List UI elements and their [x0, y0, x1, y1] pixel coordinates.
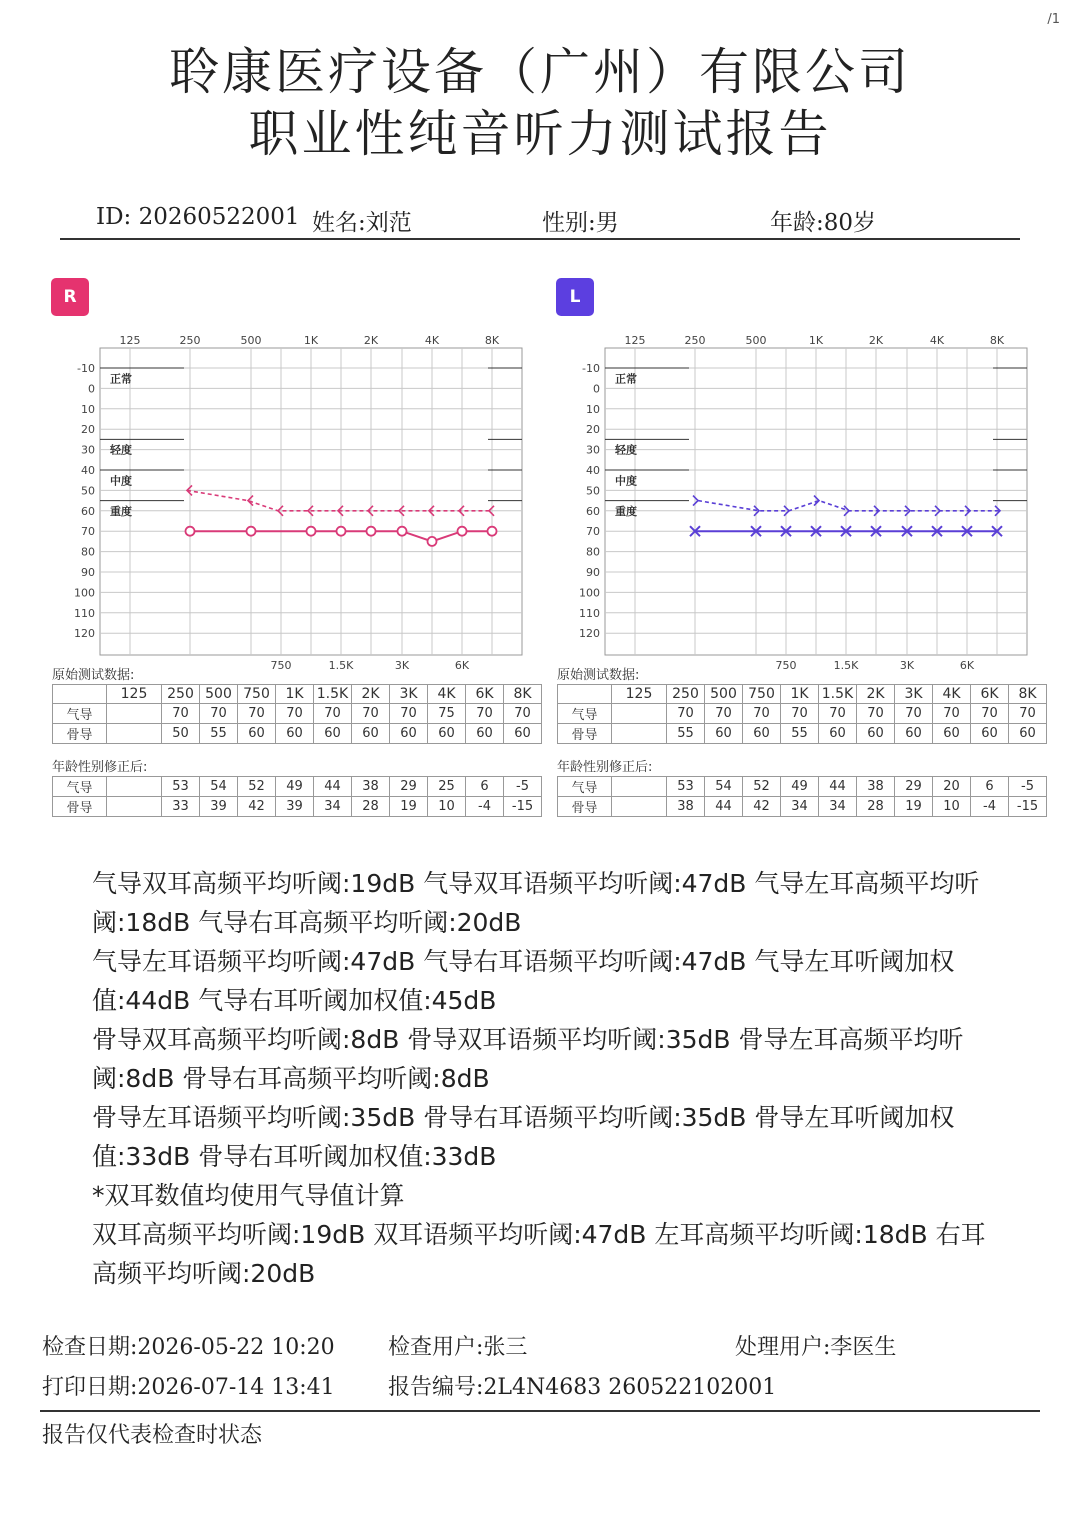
right-corrected-table [52, 776, 542, 817]
table-cell: 70 [276, 704, 314, 724]
db-tick-label: 90 [81, 566, 95, 579]
table-row [53, 797, 542, 817]
freq-tick-label: 500 [745, 334, 767, 347]
table-corner [558, 685, 612, 704]
page-number: /1 [1047, 12, 1060, 27]
table-cell: 19 [895, 797, 933, 817]
table-cell: -4 [971, 797, 1009, 817]
table-cell: 38 [352, 777, 390, 797]
table-header-row [53, 685, 542, 704]
table-header-cell: 250 [667, 685, 705, 704]
summary-line: *双耳数值均使用气导值计算 [92, 1181, 405, 1210]
company-title: 聆康医疗设备（广州）有限公司 [169, 43, 911, 101]
db-tick-label: 20 [586, 423, 600, 437]
table-cell: 70 [238, 704, 276, 724]
table-cell: 75 [428, 704, 466, 724]
summary-text [92, 864, 1002, 1302]
table-cell: 70 [895, 704, 933, 724]
table-row [558, 704, 1047, 724]
table-cell: -15 [504, 797, 542, 817]
row-label: 气导 [558, 777, 612, 797]
patient-info [96, 204, 1036, 238]
table-header-cell: 2K [857, 685, 895, 704]
freq-tick-label: 8K [484, 334, 500, 347]
patient-gender: 性别:男 [542, 210, 619, 236]
process-user: 处理用户:李医生 [735, 1335, 897, 1360]
freq-tick-label: 6K [454, 659, 470, 672]
table-cell: 44 [314, 777, 352, 797]
table-header-cell: 3K [895, 685, 933, 704]
table-header-cell: 4K [933, 685, 971, 704]
freq-tick-label: 1K [808, 334, 824, 347]
freq-tick-label: 2K [868, 334, 884, 347]
print-date: 打印日期:2026-07-14 13:41 [42, 1375, 335, 1400]
freq-tick-label: 1.5K [328, 659, 354, 672]
table-cell: 25 [428, 777, 466, 797]
freq-tick-label: 250 [179, 334, 201, 347]
table-cell: 49 [781, 777, 819, 797]
db-tick-label: 30 [586, 443, 600, 457]
freq-tick-label: 750 [775, 659, 797, 672]
table-header-cell: 8K [504, 685, 542, 704]
footer-note: 报告仅代表检查时状态 [42, 1423, 263, 1448]
table-row [558, 724, 1047, 744]
table-cell: 60 [933, 724, 971, 744]
db-tick-label: 100 [579, 586, 600, 600]
grade-label: 重度 [110, 504, 132, 518]
left-raw-table [557, 684, 1047, 744]
table-header-cell: 125 [107, 685, 162, 704]
table-cell: 28 [857, 797, 895, 817]
left-corrected-table [557, 776, 1047, 817]
db-tick-label: 40 [81, 464, 95, 477]
left-raw-label: 原始测试数据: [557, 668, 640, 683]
table-cell: 60 [238, 724, 276, 744]
table-row [53, 777, 542, 797]
patient-age: 年龄:80岁 [770, 210, 877, 236]
air-conduction-point [458, 527, 467, 536]
db-tick-label: 10 [586, 402, 600, 416]
freq-tick-label: 1.5K [833, 659, 859, 672]
db-tick-label: 80 [586, 545, 600, 559]
table-cell: 60 [743, 724, 781, 744]
summary-line: 气导双耳高频平均听阈:19dB 气导双耳语频平均听阈:47dB 气导左耳高频平均听阈:18dB 气导右耳高频平均听阈:20dB [92, 869, 980, 937]
table-cell: 52 [238, 777, 276, 797]
table-row [53, 704, 542, 724]
table-cell: 53 [162, 777, 200, 797]
check-date: 检查日期:2026-05-22 10:20 [42, 1335, 335, 1360]
table-cell: 55 [667, 724, 705, 744]
table-cell: 60 [857, 724, 895, 744]
freq-tick-label: 8K [989, 334, 1005, 347]
db-tick-label: 50 [586, 484, 600, 498]
db-tick-label: -10 [582, 362, 600, 375]
left-ear-audiogram [555, 330, 1035, 675]
right-corrected-label: 年龄性别修正后: [52, 760, 148, 775]
table-cell [107, 777, 162, 797]
table-header-cell: 6K [466, 685, 504, 704]
table-cell: 55 [781, 724, 819, 744]
table-header-cell: 1K [781, 685, 819, 704]
table-header-cell: 8K [1009, 685, 1047, 704]
table-cell: 54 [200, 777, 238, 797]
footer-divider [40, 1410, 1040, 1412]
right-ear-badge: R [51, 278, 89, 316]
table-cell [612, 777, 667, 797]
table-cell [107, 797, 162, 817]
table-header-row [558, 685, 1047, 704]
table-cell: 34 [314, 797, 352, 817]
db-tick-label: 60 [586, 504, 600, 518]
db-tick-label: -10 [77, 362, 95, 375]
table-header-cell: 750 [238, 685, 276, 704]
table-cell: 20 [933, 777, 971, 797]
report-number: 报告编号:2L4N4683 260522102001 [388, 1375, 777, 1400]
freq-tick-label: 125 [119, 334, 141, 347]
summary-line: 气导左耳语频平均听阈:47dB 气导右耳语频平均听阈:47dB 气导左耳听阈加权值:44dB 气导右耳听阈加权值:45dB [92, 947, 955, 1015]
db-tick-label: 70 [586, 525, 600, 539]
table-header-cell: 1.5K [819, 685, 857, 704]
table-cell: 10 [933, 797, 971, 817]
table-cell [612, 797, 667, 817]
air-conduction-point [367, 527, 376, 536]
summary-line: 骨导左耳语频平均听阈:35dB 骨导右耳语频平均听阈:35dB 骨导左耳听阈加权值:33dB 骨导右耳听阈加权值:33dB [92, 1103, 955, 1171]
table-cell: 70 [314, 704, 352, 724]
table-cell: 38 [667, 797, 705, 817]
freq-tick-label: 3K [394, 659, 410, 672]
left-corrected-label: 年龄性别修正后: [557, 760, 653, 775]
table-cell: 60 [276, 724, 314, 744]
air-conduction-point [307, 527, 316, 536]
table-header-cell: 2K [352, 685, 390, 704]
table-header-cell: 125 [612, 685, 667, 704]
table-cell: 60 [390, 724, 428, 744]
grade-label: 轻度 [110, 443, 132, 457]
row-label: 气导 [558, 704, 612, 724]
table-cell: 53 [667, 777, 705, 797]
table-cell: 70 [819, 704, 857, 724]
table-cell: 60 [705, 724, 743, 744]
table-row [558, 777, 1047, 797]
summary-line: 骨导双耳高频平均听阈:8dB 骨导双耳语频平均听阈:35dB 骨导左耳高频平均听阈:8dB 骨导右耳高频平均听阈:8dB [92, 1025, 964, 1093]
db-tick-label: 10 [81, 402, 95, 416]
freq-tick-label: 500 [240, 334, 262, 347]
table-row [53, 724, 542, 744]
table-cell: 39 [276, 797, 314, 817]
table-cell: 19 [390, 797, 428, 817]
table-cell: 49 [276, 777, 314, 797]
db-tick-label: 60 [81, 504, 95, 518]
table-cell: 50 [162, 724, 200, 744]
table-cell: 70 [200, 704, 238, 724]
db-tick-label: 110 [579, 606, 600, 620]
air-conduction-point [428, 537, 437, 546]
row-label: 骨导 [558, 797, 612, 817]
table-cell: 70 [1009, 704, 1047, 724]
table-cell [107, 724, 162, 744]
freq-tick-label: 4K [424, 334, 440, 347]
row-label: 骨导 [53, 724, 107, 744]
table-cell: 10 [428, 797, 466, 817]
table-cell: 42 [743, 797, 781, 817]
table-cell: 60 [352, 724, 390, 744]
grade-label: 重度 [615, 504, 637, 518]
table-cell: 42 [238, 797, 276, 817]
patient-name: 姓名:刘范 [312, 210, 412, 236]
grade-label: 正常 [110, 372, 132, 386]
table-cell: -5 [504, 777, 542, 797]
row-label: 气导 [53, 704, 107, 724]
grade-label: 轻度 [615, 443, 637, 457]
grade-label: 正常 [615, 372, 637, 386]
header-divider [60, 238, 1020, 240]
table-cell: 38 [857, 777, 895, 797]
freq-tick-label: 125 [624, 334, 646, 347]
row-label: 骨导 [558, 724, 612, 744]
air-conduction-point [247, 527, 256, 536]
table-cell: 52 [743, 777, 781, 797]
freq-tick-label: 1K [303, 334, 319, 347]
table-cell: 28 [352, 797, 390, 817]
table-cell: 54 [705, 777, 743, 797]
table-cell: -5 [1009, 777, 1047, 797]
table-cell: 33 [162, 797, 200, 817]
table-cell: 70 [781, 704, 819, 724]
air-conduction-point [337, 527, 346, 536]
db-tick-label: 120 [579, 627, 600, 641]
table-cell: 70 [466, 704, 504, 724]
table-cell: 70 [971, 704, 1009, 724]
table-cell: 70 [933, 704, 971, 724]
db-tick-label: 80 [81, 545, 95, 559]
air-conduction-point [488, 527, 497, 536]
table-cell: 34 [781, 797, 819, 817]
table-header-cell: 750 [743, 685, 781, 704]
db-tick-label: 30 [81, 443, 95, 457]
table-cell: 60 [314, 724, 352, 744]
table-cell: 60 [819, 724, 857, 744]
db-tick-label: 40 [586, 464, 600, 477]
right-raw-table [52, 684, 542, 744]
db-tick-label: 110 [74, 606, 95, 620]
db-tick-label: 0 [88, 382, 95, 396]
freq-tick-label: 250 [684, 334, 706, 347]
table-cell: 60 [895, 724, 933, 744]
table-cell: 44 [819, 777, 857, 797]
table-row [558, 797, 1047, 817]
freq-tick-label: 3K [899, 659, 915, 672]
freq-tick-label: 6K [959, 659, 975, 672]
table-cell [612, 704, 667, 724]
table-cell: 29 [895, 777, 933, 797]
table-cell: -4 [466, 797, 504, 817]
patient-id: ID: 20260522001 [96, 204, 300, 230]
table-cell: 70 [743, 704, 781, 724]
table-header-cell: 4K [428, 685, 466, 704]
air-conduction-point [398, 527, 407, 536]
table-header-cell: 1K [276, 685, 314, 704]
db-tick-label: 20 [81, 423, 95, 437]
table-header-cell: 250 [162, 685, 200, 704]
right-ear-audiogram [50, 330, 530, 675]
table-header-cell: 500 [705, 685, 743, 704]
table-cell: 60 [971, 724, 1009, 744]
table-cell: 60 [1009, 724, 1047, 744]
freq-tick-label: 2K [363, 334, 379, 347]
freq-tick-label: 4K [929, 334, 945, 347]
db-tick-label: 70 [81, 525, 95, 539]
table-cell: 70 [162, 704, 200, 724]
table-cell: 70 [504, 704, 542, 724]
db-tick-label: 0 [593, 382, 600, 396]
table-cell: 60 [504, 724, 542, 744]
table-header-cell: 1.5K [314, 685, 352, 704]
table-cell: 55 [200, 724, 238, 744]
table-header-cell: 6K [971, 685, 1009, 704]
row-label: 骨导 [53, 797, 107, 817]
check-user: 检查用户:张三 [388, 1335, 528, 1360]
table-cell: 60 [466, 724, 504, 744]
freq-tick-label: 750 [270, 659, 292, 672]
summary-line: 双耳高频平均听阈:19dB 双耳语频平均听阈:47dB 左耳高频平均听阈:18dB 右耳高频平均听阈:20dB [92, 1220, 986, 1288]
db-tick-label: 100 [74, 586, 95, 600]
table-cell: 70 [705, 704, 743, 724]
table-cell [107, 704, 162, 724]
table-cell: 6 [466, 777, 504, 797]
row-label: 气导 [53, 777, 107, 797]
table-cell: 34 [819, 797, 857, 817]
table-header-cell: 3K [390, 685, 428, 704]
right-raw-label: 原始测试数据: [52, 668, 135, 683]
table-cell: 70 [857, 704, 895, 724]
air-conduction-point [186, 527, 195, 536]
db-tick-label: 120 [74, 627, 95, 641]
table-header-cell: 500 [200, 685, 238, 704]
table-cell: 60 [428, 724, 466, 744]
table-cell: -15 [1009, 797, 1047, 817]
left-ear-badge: L [556, 278, 594, 316]
db-tick-label: 50 [81, 484, 95, 498]
table-cell: 70 [667, 704, 705, 724]
table-cell [612, 724, 667, 744]
table-cell: 6 [971, 777, 1009, 797]
table-cell: 29 [390, 777, 428, 797]
grade-label: 中度 [110, 474, 132, 488]
table-cell: 44 [705, 797, 743, 817]
report-title: 职业性纯音听力测试报告 [248, 105, 832, 163]
table-corner [53, 685, 107, 704]
db-tick-label: 90 [586, 566, 600, 579]
table-cell: 39 [200, 797, 238, 817]
table-cell: 70 [390, 704, 428, 724]
table-cell: 70 [352, 704, 390, 724]
grade-label: 中度 [615, 474, 637, 488]
